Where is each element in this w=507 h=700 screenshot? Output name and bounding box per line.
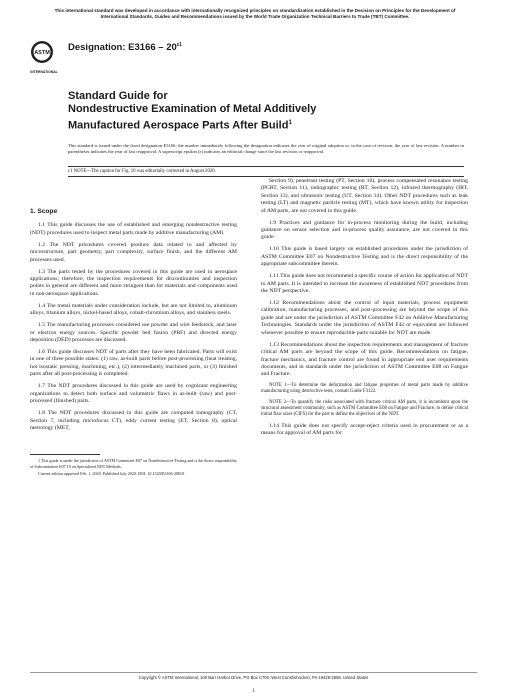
paragraph-1-9: 1.9 Practices and guidance for in-process monitoring during the build, including guidance on sensor selection and in-process quality assurance, are not covered in this guide. <box>261 219 468 241</box>
right-column <box>261 178 468 442</box>
section-heading-scope: 1. Scope <box>30 208 58 215</box>
note-1: NOTE 1—To determine the deformation and fatigue properties of metal parts made by additive manufacturing using destructive tests, consult Guide F3122. <box>261 383 468 395</box>
page-number: 1 <box>252 688 255 694</box>
designation-label: Designation: E3166 – 20 <box>68 42 177 54</box>
paragraph-1-3: 1.3 The parts tested by the procedures covered in this guide are used in aerospace applications; therefore, the inspection requirements for discontinuities and inspection points in general are different and more stringent than for materials and components used in non-aerospace applications. <box>30 268 237 297</box>
designation <box>68 42 182 53</box>
astm-logo-icon <box>30 40 54 70</box>
paragraph-1-8: 1.8 The NDT procedures discussed in this guide are computed tomography (CT, Section 7, including microfocus CT), eddy current testing (ET, Section 8), optical metrology (MET, <box>30 410 237 431</box>
paragraph-1-8-cont: Section 9), penetrant testing (PT, Section 10), process compensated resonance testing (PCRT, Section 11), radiographic testing (RT, Section 12), infrared thermography (IRT, Section 13), and ultrasonic testing (UT, Section 14). Other NDT procedures such as leak testing (LT) and magnetic particle testing (MT), which have known utility for inspection of AM parts, are not covered in this guide. <box>261 178 468 214</box>
document-title <box>68 90 448 133</box>
logo-text: ASTM <box>34 50 50 56</box>
paragraph-1-11: 1.11 This guide does not recommend a specific course of action for application of NDT to AM parts. It is intended to increase the awareness of established NDT procedures from the NDT perspective. <box>261 273 468 295</box>
paragraph-1-14: 1.14 This guide does not specify accept-reject criteria used in procurement or as a means for approval of AM parts for <box>261 422 468 436</box>
paragraph-1-7: 1.7 The NDT procedures discussed in this guide are used by cognizant engineering organizations to detect both surface and volumetric flaws in as-built (raw) and post-processed (finished) parts. <box>30 383 237 405</box>
logo-caption: INTERNATIONAL <box>30 70 58 74</box>
title-line-2: Nondestructive Examination of Metal Additively <box>68 103 317 116</box>
title-line-3: Manufactured Aerospace Parts After Build$^1$ <box>68 119 292 132</box>
title-footnote-mark: 1 <box>288 119 292 126</box>
paragraph-1-4: 1.4 The metal materials under consideration include, but are not limited to, aluminum alloys, titanium alloys, nickel-based alloys, cobalt-chromium alloys, and stainless steels. <box>30 302 237 317</box>
footnote-1: 1 This guide is under the jurisdiction of ASTM Committee E07 on Nondestructive Testing and is the direct responsibility of Subcommittee E07.10 on Specialized NDT Methods. <box>30 458 237 469</box>
paragraph-1-1: 1.1 This guide discusses the use of established and emerging nondestructive testing (NDT) procedures used to inspect metal parts made by additive manufacturing (AM). <box>30 222 237 236</box>
footnote-divider <box>30 454 100 455</box>
left-column <box>30 196 237 478</box>
epsilon-note: ε1 NOTE—The caption for Fig. 10 was editorially corrected in August 2020. <box>68 166 464 177</box>
tbt-banner: This international standard was developed in accordance with internationally recognized principles on standardization established in the Decision on Principles for the Development of International Standards, Guides and Recommendations issued by the World Trade Organization Technical Barriers to Trade (TBT) Committee. <box>54 8 456 19</box>
copyright-footer: Copyright © ASTM International, 100 Barr Harbor Drive, PO Box C700, West Conshohocken, PA 19428-2959. United States <box>30 672 477 680</box>
footnote-edition: Current edition approved Feb. 1, 2020. Published July 2020. DOI: 10.1520/E3166-20E01. <box>38 470 186 476</box>
paragraph-1-6: 1.6 This guide discusses NDT of parts after they have been fabricated. Parts will exist in one of three possible states: (1) raw, as-built parts before post-processing (heat treating, hot isostatic pressing, machining, etc.), (2) intermediately machined parts, or (3) finished parts after all post-processing is completed. <box>30 349 237 378</box>
paragraph-1-13: 1.13 Recommendations about the inspection requirements and management of fracture critical AM parts are beyond the scope of this guide. Recommendations on fatigue, fracture mechanics, and fracture control are found in appropriate end user requirements documents, and in standards under the jurisdiction of ASTM Committee E08 on Fatigue and Fracture. <box>261 341 468 378</box>
designation-superscript: ε1 <box>176 42 182 48</box>
title-line-1: Standard Guide for <box>68 90 168 102</box>
note-2: NOTE 2—To quantify the risks associated with fracture critical AM parts, it is incumbent upon the structural assessment community, such as ASTM Committee E08 on Fatigue and Fracture, to define critical initial flaw sizes (CIFS) for the part to define the objectives of the NDT. <box>261 399 468 417</box>
preamble: This standard is issued under the fixed designation E3166; the number immediately following the designation indicates the year of original adoption or, in the case of revision, the year of last revision. A number in parentheses indicates the year of last reapproval. A superscript epsilon (ε) indicates an editorial change since the last revision or reapproval. <box>68 143 464 154</box>
paragraph-1-10: 1.10 This guide is based largely on established procedures under the jurisdiction of ASTM Committee E07 on Nondestructive Testing and is the direct responsibility of the appropriate subcommittee therein. <box>261 246 468 268</box>
paragraph-1-5: 1.5 The manufacturing processes considered use powder and wire feedstock, and laser or electron energy sources. Specific powder bed fusion (PBF) and directed energy deposition (DED) processes are discussed. <box>30 322 237 344</box>
paragraph-1-12: 1.12 Recommendations about the control of input materials, process equipment calibration, manufacturing processes, and post-processing are beyond the scope of this guide and are under the jurisdiction of ASTM Committee F42 on Additive Manufacturing Technologies. Standards under the jurisdiction of ASTM F42 or equivalent are followed whenever possible to ensure reproducible parts suitable for NDT are made. <box>261 300 468 336</box>
paragraph-1-2: 1.2 The NDT procedures covered produce data related to and affected by microstructure, part geometry, part complexity, surface finish, and the different AM processes used. <box>30 241 237 263</box>
